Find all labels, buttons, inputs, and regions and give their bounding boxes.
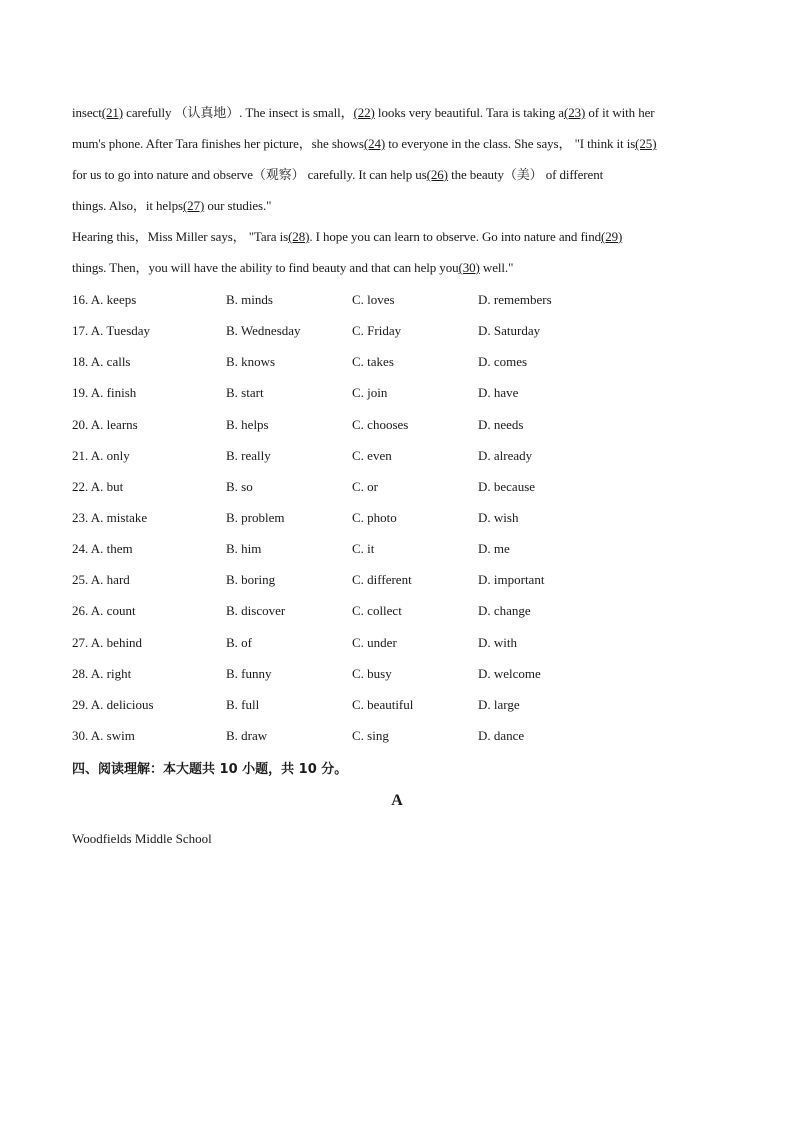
option-a: 22. A. but [72, 478, 124, 494]
option-d: D. because [478, 478, 536, 494]
option-a: 30. A. swim [72, 727, 135, 743]
option-a: 18. A. calls [72, 354, 131, 370]
text: looks very beautiful. Tara is taking a [374, 105, 564, 120]
option-b: B. knows [226, 354, 276, 370]
option-c: C. photo [352, 509, 397, 525]
passage-line-6 [72, 252, 732, 283]
option-a: 24. A. them [72, 541, 133, 557]
text: of it with her [585, 105, 655, 120]
option-c: C. under [352, 634, 397, 650]
reading-title: Woodfields Middle School [72, 831, 212, 846]
text: to everyone in the class. She says， "I think it is [385, 136, 636, 151]
option-a: 26. A. count [72, 603, 136, 619]
option-c: C. it [352, 541, 375, 557]
blank-29: (29) [601, 229, 623, 244]
option-b: B. discover [226, 603, 286, 619]
option-d: D. me [478, 541, 510, 557]
option-row [72, 627, 672, 658]
text: well." [479, 260, 514, 275]
option-row [72, 595, 672, 626]
text: our studies." [204, 198, 272, 213]
option-c: C. loves [352, 292, 395, 307]
text: . I hope you can learn to observe. Go into nature and find [309, 229, 601, 244]
option-b: B. draw [226, 727, 268, 743]
option-row [72, 564, 672, 595]
option-d: D. change [478, 603, 531, 619]
option-d: D. wish [478, 509, 519, 525]
option-d: D. welcome [478, 665, 541, 681]
option-row [72, 471, 672, 502]
option-d: D. Saturday [478, 323, 541, 339]
option-row [72, 377, 672, 408]
option-b: B. helps [226, 416, 269, 432]
option-d: D. important [478, 572, 545, 588]
option-b: B. full [226, 696, 260, 712]
option-row [72, 440, 672, 471]
blank-27: (27) [182, 198, 205, 213]
option-a: 21. A. only [72, 447, 130, 463]
option-b: B. funny [226, 665, 272, 681]
option-c: C. different [352, 572, 412, 588]
option-row [72, 658, 672, 689]
option-b: B. him [226, 541, 262, 557]
passage-line-2 [72, 128, 732, 159]
passage-line-5 [72, 221, 732, 252]
option-b: B. really [226, 447, 271, 463]
option-row [72, 315, 672, 346]
option-a: 29. A. delicious [72, 696, 154, 712]
option-d: D. have [478, 385, 519, 401]
part-label: A [391, 792, 403, 809]
option-d: D. with [478, 634, 517, 650]
option-b: B. so [226, 478, 253, 494]
option-row [72, 720, 672, 751]
option-c: C. collect [352, 603, 402, 619]
option-d: D. already [478, 447, 533, 463]
option-c: C. Friday [352, 323, 402, 339]
option-d: D. remembers [478, 292, 552, 307]
blank-22: (22) [353, 105, 375, 120]
answer-options [72, 284, 672, 751]
text: insect [72, 105, 102, 120]
option-a: 23. A. mistake [72, 509, 148, 525]
option-row [72, 284, 672, 315]
option-d: D. needs [478, 416, 524, 432]
option-b: B. minds [226, 292, 273, 307]
option-a: 28. A. right [72, 665, 132, 681]
option-b: B. problem [226, 509, 285, 525]
option-c: C. sing [352, 727, 389, 743]
blank-28: (28) [288, 229, 310, 244]
blank-21: (21) [101, 105, 123, 120]
text: things. Also，it helps [72, 198, 183, 213]
option-row [72, 409, 672, 440]
text: the beauty（美） of different [447, 167, 604, 182]
option-c: C. join [352, 385, 388, 401]
section-heading: 四、阅读理解：本大题共 10 小题，共 10 分。 [72, 762, 348, 777]
option-d: D. dance [478, 727, 525, 743]
passage-line-4 [72, 190, 732, 221]
text: things. Then，you will have the ability to find beauty and that can help you [72, 260, 459, 275]
option-row [72, 502, 672, 533]
option-c: C. even [352, 447, 392, 463]
text: carefully （认真地）. The insect is small， [123, 105, 354, 120]
option-b: B. boring [226, 572, 276, 588]
text: mum's phone. After Tara finishes her picture，she shows [72, 136, 364, 151]
text: Hearing this，Miss Miller says， "Tara is [72, 229, 289, 244]
passage-line-3 [72, 159, 732, 190]
option-a: 19. A. finish [72, 385, 137, 401]
option-b: B. Wednesday [226, 323, 301, 339]
passage-line-1 [72, 97, 732, 128]
option-row [72, 346, 672, 377]
option-a: 25. A. hard [72, 572, 130, 588]
option-d: D. large [478, 696, 520, 712]
option-c: C. busy [352, 665, 392, 681]
blank-30: (30) [458, 260, 480, 275]
option-row [72, 689, 672, 720]
option-a: 16. A. keeps [72, 292, 137, 307]
option-a: 27. A. behind [72, 634, 143, 650]
blank-25: (25) [635, 136, 657, 151]
blank-26: (26) [426, 167, 448, 182]
option-c: C. or [352, 478, 378, 494]
blank-23: (23) [563, 105, 586, 120]
option-a: 20. A. learns [72, 416, 138, 432]
cloze-passage [72, 97, 732, 283]
option-row [72, 533, 672, 564]
text: for us to go into nature and observe（观察） carefully. It can help us [72, 167, 427, 182]
option-b: B. of [226, 634, 252, 650]
option-d: D. comes [478, 354, 528, 370]
option-b: B. start [226, 385, 264, 401]
option-c: C. takes [352, 354, 394, 370]
blank-24: (24) [363, 136, 386, 151]
option-c: C. chooses [352, 416, 409, 432]
option-c: C. beautiful [352, 696, 414, 712]
option-a: 17. A. Tuesday [72, 323, 151, 339]
